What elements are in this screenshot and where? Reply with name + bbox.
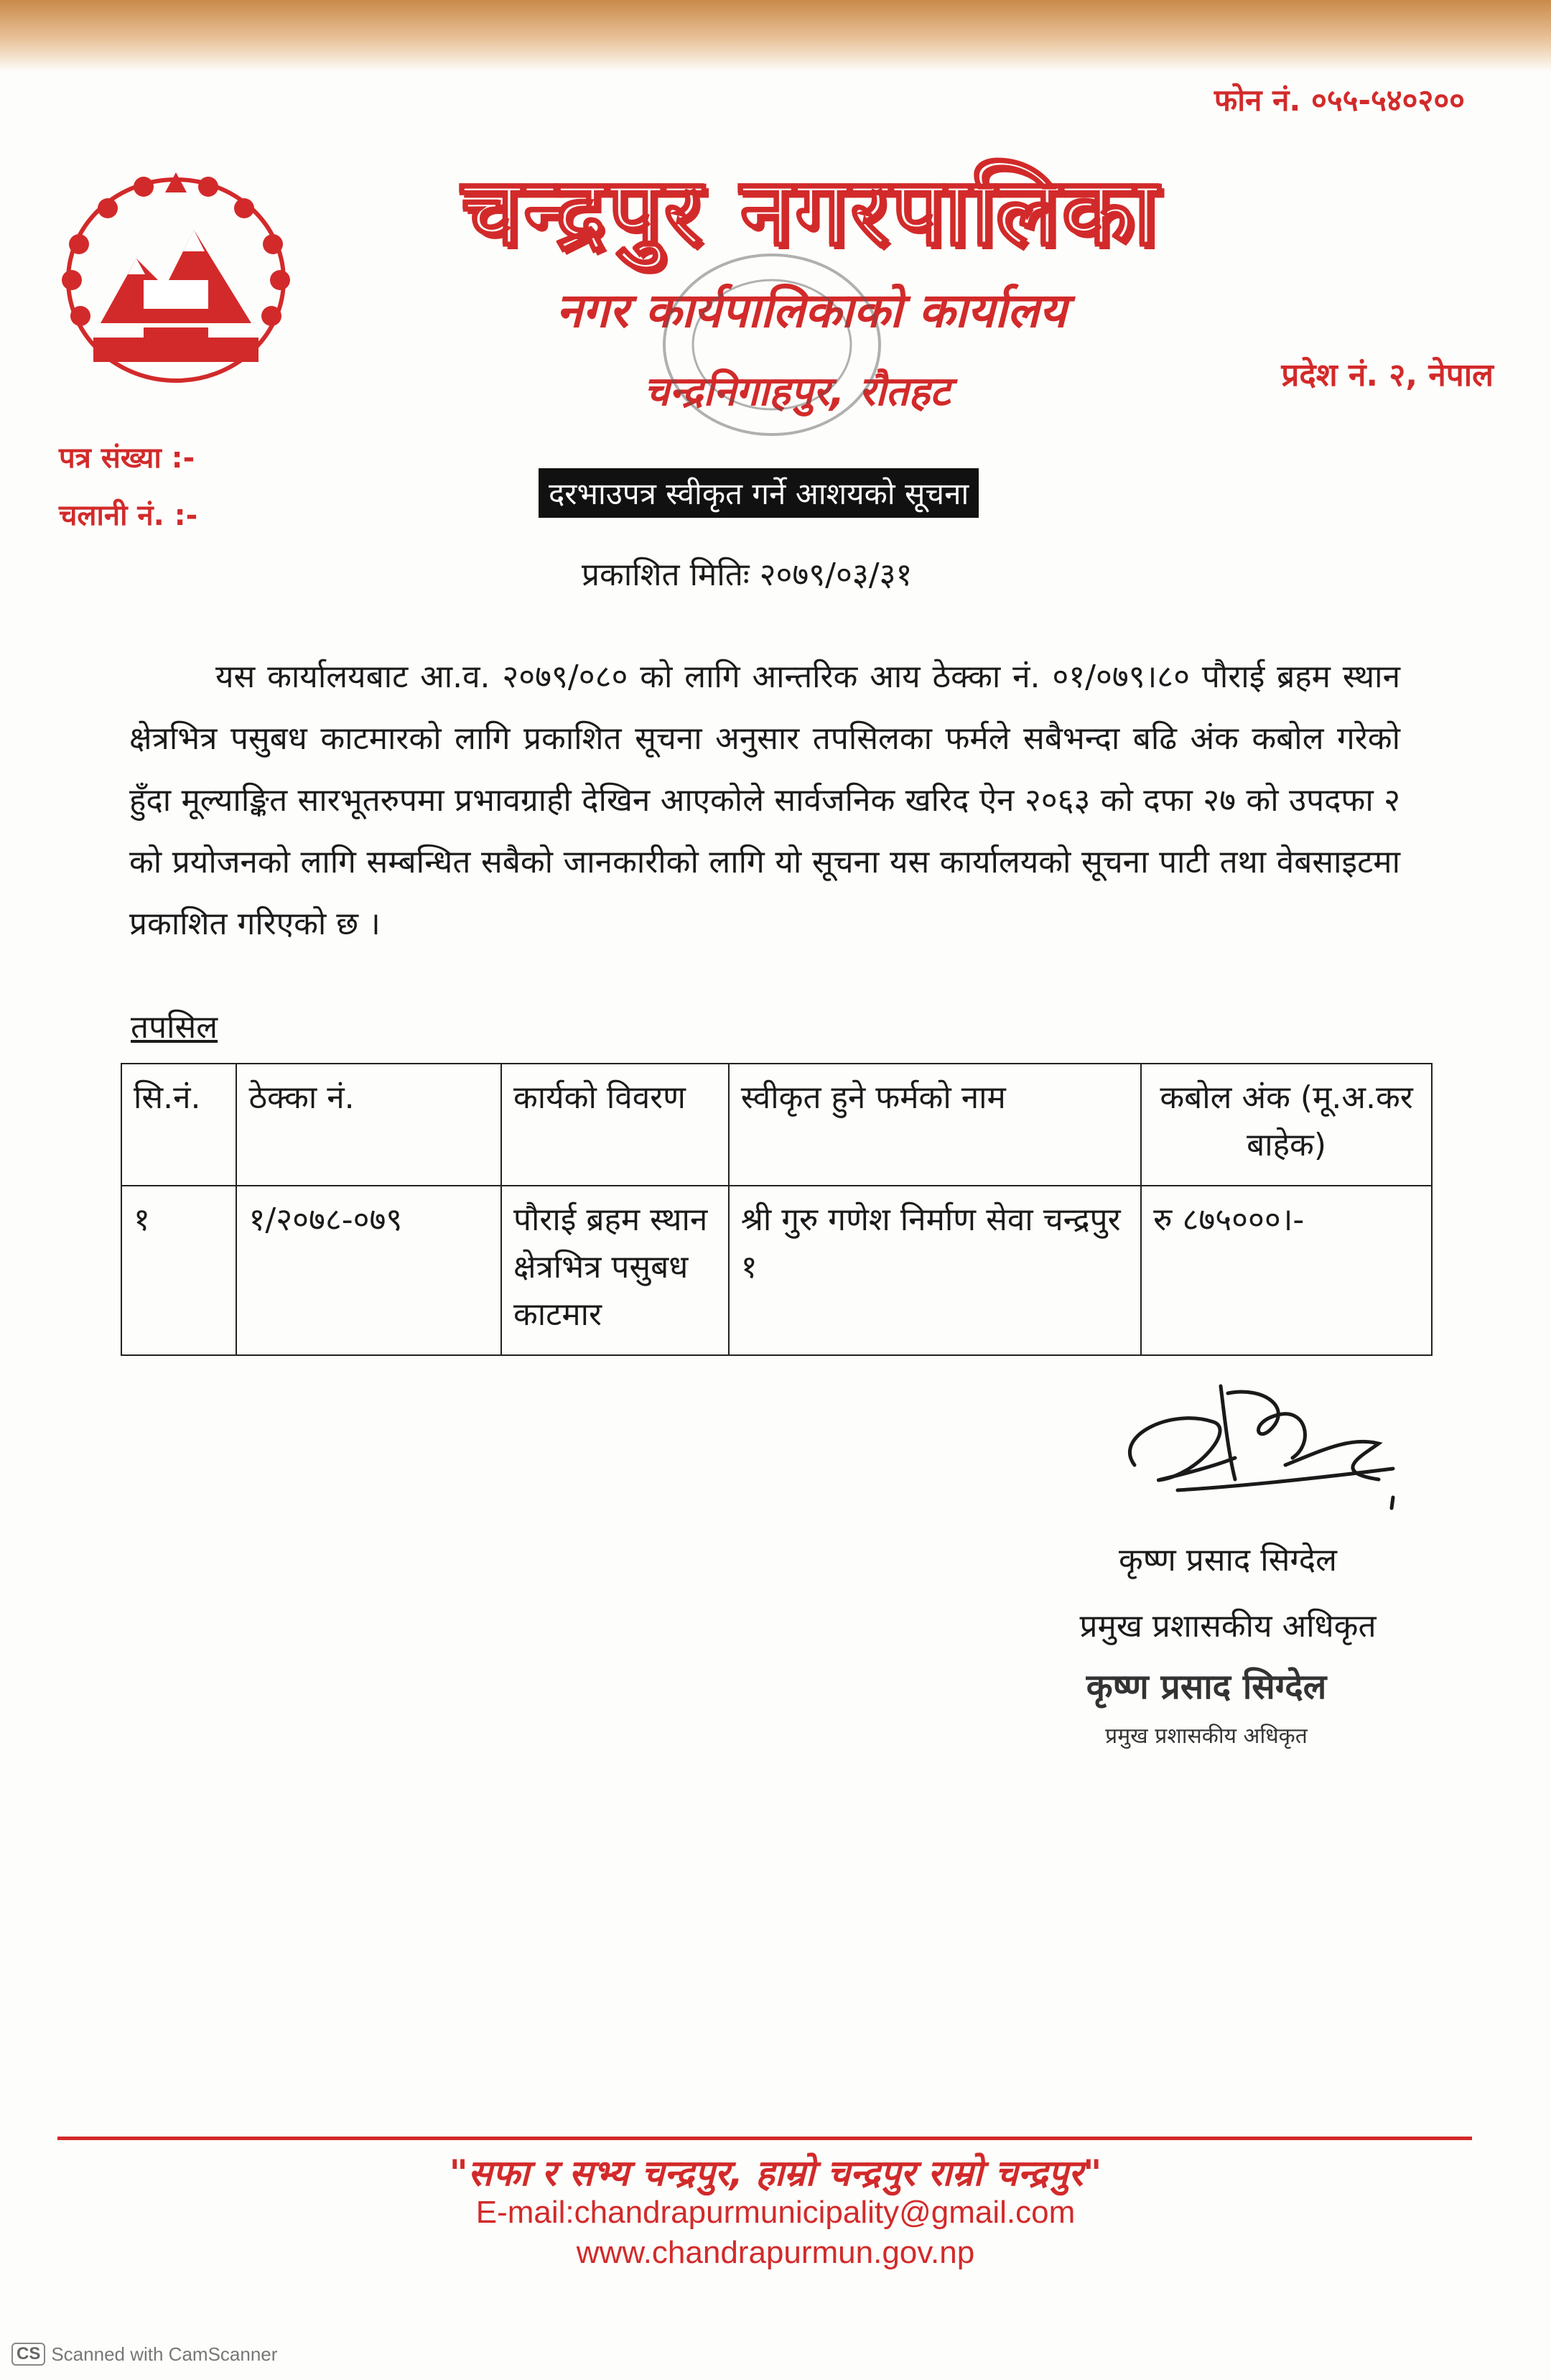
dispatch-number-label: चलानी नं. :- [59,499,198,532]
signatory-title: प्रमुख प्रशासकीय अधिकृत [1079,1608,1377,1645]
table-row [121,1186,1432,1355]
column-header-contract-no: ठेक्का नं. [236,1064,500,1186]
nepal-emblem-icon [50,158,302,395]
phone-number: फोन नं. ०५५-५४०२०० [1214,83,1465,118]
seal-signatory-name: कृष्ण प्रसाद सिग्देल [1086,1667,1327,1707]
schedule-heading: तपसिल [131,1009,218,1046]
cell-contract-no: १/२०७८-०७९ [236,1186,500,1355]
province-label: प्रदेश नं. २, नेपाल [1281,357,1494,394]
column-header-bid-amount: कबोल अंक (मू.अ.कर बाहेक) [1141,1064,1432,1186]
scan-edge-shadow [0,0,1551,72]
column-header-serial: सि.नं. [121,1064,236,1186]
handwritten-signature-icon [1091,1365,1415,1530]
office-seal-stamp-icon [646,237,898,452]
cell-bid-amount: रु ८७५०००।- [1141,1186,1432,1355]
seal-signatory-title: प्रमुख प्रशासकीय अधिकृत [1105,1724,1308,1749]
notice-body-text: यस कार्यालयबाट आ.व. २०७९/०८० को लागि आन्तरिक आय ठेक्का नं. ०१/०७९।८० पौराई ब्रहम स्थान क्षेत्रभित्र पसुबध काटमारको लागि प्रकाशित सूचना अनुसार तपसिलका फर्मले सबैभन्दा बढि अंक कबोल गरेको हुँदा मूल्याङ्कित सारभूतरुपमा प्रभावग्राही देखिन आएकोले सार्वजनिक खरिद ऐन २०६३ को दफा २७ को उपदफा २ को प्रयोजनको लागि सम्बन्धित सबैको जानकारीको लागि यो सूचना यस कार्यालयको सूचना पाटी तथा वेबसाइटमा प्रकाशित गरिएको छ । [129,659,1400,942]
footer-email: E-mail:chandrapurmunicipality@gmail.com [475,2195,1076,2230]
notice-body [129,646,1400,955]
column-header-work-description: कार्यको विवरण [501,1064,729,1186]
office-address: चन्द्रनिगाहपुर, रौतहट [643,368,951,415]
footer-slogan: "सफा र सभ्य चन्द्रपुर, हाम्रो चन्द्रपुर राम्रो चन्द्रपुर" [449,2152,1102,2194]
municipality-name: चन्द्रपुर नगरपालिका [462,157,1161,266]
cell-serial: १ [121,1186,236,1355]
scanner-text: Scanned with CamScanner [51,2343,278,2365]
letter-number-label: पत्र संख्या :- [59,442,195,475]
publish-date: प्रकाशित मितिः २०७९/०३/३१ [582,557,913,593]
camscanner-logo-icon: CS [11,2343,45,2366]
cell-work-description: पौराई ब्रहम स्थान क्षेत्रभित्र पसुबध काटमार [501,1186,729,1355]
scanner-watermark [11,2343,277,2366]
notice-title: दरभाउपत्र स्वीकृत गर्ने आशयको सूचना [539,468,979,518]
footer-divider [57,2137,1472,2140]
footer-website: www.chandrapurmun.gov.np [576,2235,975,2270]
cell-firm-name: श्री गुरु गणेश निर्माण सेवा चन्द्रपुर १ [729,1186,1141,1355]
column-header-firm-name: स्वीकृत हुने फर्मको नाम [729,1064,1141,1186]
signatory-name: कृष्ण प्रसाद सिग्देल [1119,1542,1337,1579]
office-name: नगर कार्यपालिकाको कार्यालय [556,283,1067,338]
award-table [121,1063,1433,1356]
table-header-row [121,1064,1432,1186]
